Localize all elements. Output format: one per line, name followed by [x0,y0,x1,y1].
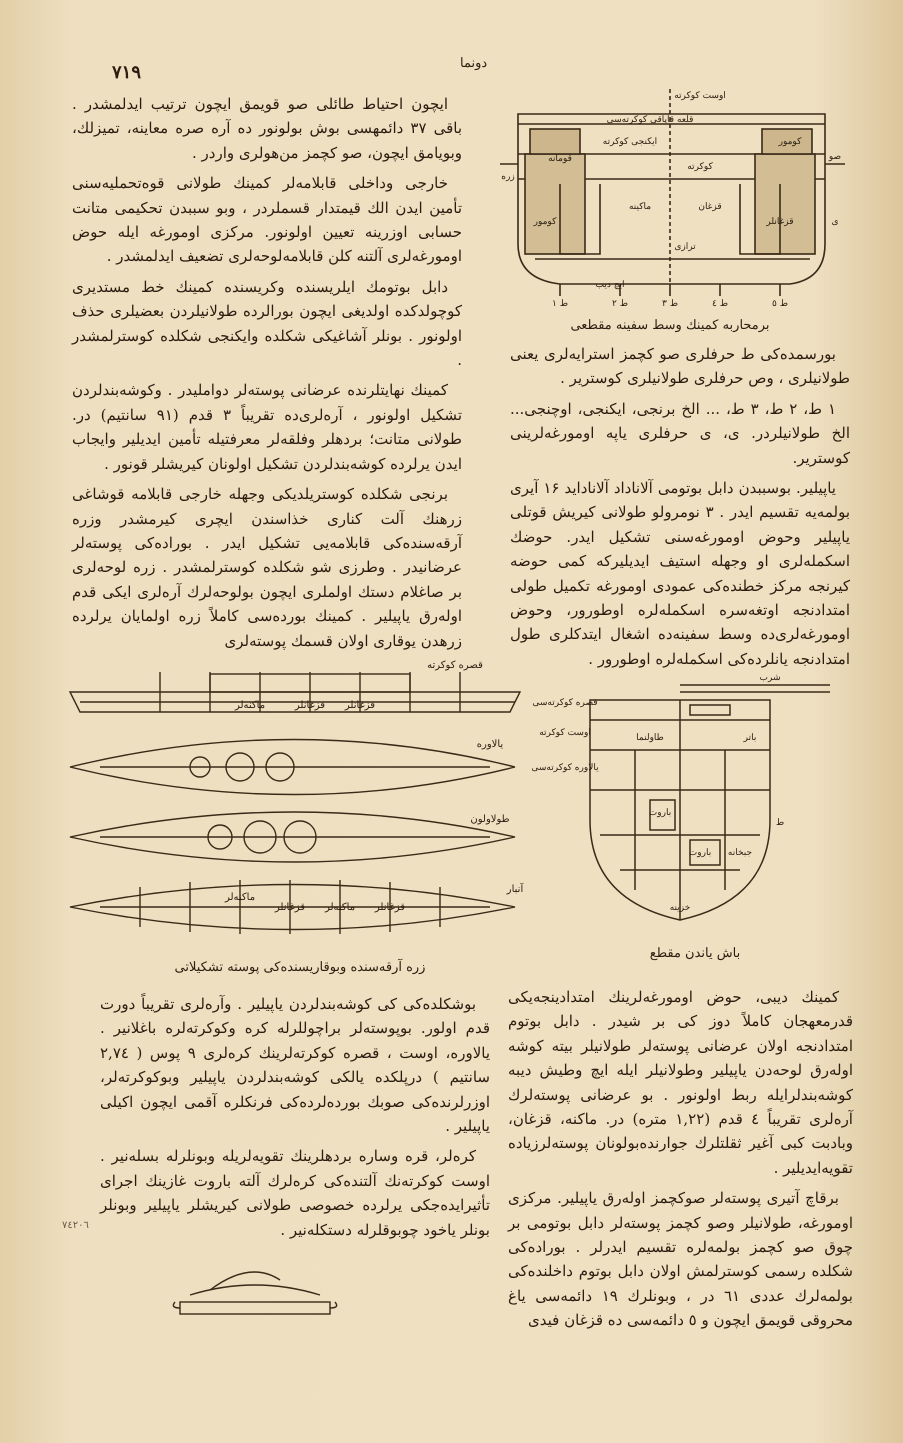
paragraph: یاپیلیر. بوسببدن دابل بوتومی آلاناداد آلاناداید ۱۶ آیری بولمه‌یه تقسیم ایدر . ۳ نومرولو طولانی کیریش قوتلی یاپیلیر وحوض اومورغه‌سنی تشکیل ایدر. حوضك اسکمله‌لری او وجهله استیف ایدیلیرکه کمی حوضه کیرنجه مرکز خطنده‌کی عمودی اومورغه تکمیل طولی امتدادنجه اوتغه‌سره اسکمله‌لره اوطورور، وحوض اومورغه‌لری‌ده وسط سفینه‌ده اشغال ایتدکلری طول امتدادنجه یانلرده‌کی اسکمله‌لره اوطورور . [510,479,850,668]
label-balance: ترازی [674,242,696,252]
label-stringer: ط [775,818,785,828]
head-section-drawing [531,660,840,940]
paragraph: دابل بوتومك ایلریسنده وکریسنده کمینك خط مستدیری کوچولدکده اولدیغی ایچون بورالرده طولانیلردن بعضیلری حذف اولونور . بونلر آشاغیکی شکلده وایکنجی شکلده کوسترلمشدر . [72,277,462,370]
paragraph: ایچون احتیاط طائلی صو قویمق ایچون ترتیب ایدلمشدر . باقی ۳۷ دائمهسی بوش بولونور ده آره صره معاینه، تمیزلك، وبویامق ایچون، صو کچمز من‌هولری واردر . [72,95,463,162]
label-stringer: ط ٤ [711,299,729,309]
label-cabins: طاولنما [636,733,664,743]
end-ornament [170,1250,340,1324]
running-head: دونما [460,56,488,71]
label-hold: آنبار [506,884,524,895]
label-engine: ماکینه [628,202,652,212]
label-upper-deck: اوست کوکرته [674,91,726,101]
caption-head-section: باش یاندن مقطع [649,946,741,961]
deck-plans-drawing [60,652,530,952]
label-boilers: قزغانلر [344,700,376,711]
label-engines: ماکنه‌لر [234,700,266,711]
label-quarterdeck: قصره کوکرته [427,660,483,671]
label-stringer: ط ٥ [771,299,789,309]
caption-midship: برمحاربه کمینك وسط سفینه مقطعی [570,318,770,333]
label-stringer: ط ٢ [611,299,629,309]
label-ye: ی [831,217,839,227]
page-number: ٧١٩ [112,62,142,83]
label-magazine: جبخانه [727,848,753,858]
label-powder: باروت [648,808,672,818]
paragraph: برقاچ آتیری پوسته‌لر صوکچمز اوله‌رق یاپیلیر. مرکزی اومورغه، طولانیلر وصو کچمز پوسته‌لر دابل بوتومی بر چوق صو کچمز بولمه‌لره تقسیم ایدرلر . بوراده‌کی شکلده رسمی کوسترلمش اولان دابل بوتوم داخلنده‌کی بولمه‌لرك عددی ٦۱ در ، وبونلرك ۱۹ دائمه‌سی یاغ محروقی قویمق ایچون و ٥ دائمه‌سی ده قزغان فیدی [508,1189,853,1330]
label-stringer: ط ١ [551,299,569,309]
paragraph: خارجی وداخلی قابلامه‌لر کمینك طولانی قوه‌تحملیه‌سنی تأمین ایدن الك قیمتدار قسملردر ، وبو سببدن تحکیمی متانت حسابی اوزرینه تعیین اولونور. مرکزی اومورغه ایله حوض اومورغه‌لری آلتنه کلن قابلامه‌لوحه‌لری تضعیف ایدلمشدر . [72,174,462,266]
paragraph: بوشکلده‌کی کی کوشه‌بندلردن یاپیلیر . وآره‌لری تقریباً دورت قدم اولور. بوپوسته‌لر براچوللرله کره وکوکرته‌لره باغلانیر . یالاوره، اوست ، قصره کوکرته‌لرینك کره‌لری ۹ پوس ( ۲,۷٤ سانتیم ) درپلکده یالکی کوشه‌بندلردن یاپیلیر وبوکوکرته‌لر، اوزرلرنده‌کی صوبك بورده‌لرده‌کی فرنکلره آقمی ایچون اکیلی یاپیلیر . [100,995,491,1136]
label-stringer-level: طولاولون [470,814,510,825]
library-stamp: ٧٤٢٠٦ [62,1220,89,1231]
paragraph: ۱ ط، ۲ ط، ۳ ط، ... الخ برنجی، ایکنجی، اوچنجی... الخ طولانیلردر. ی، ی حرفلری یاپه اومورغه‌لرینی کوستریر. [510,399,850,467]
deck-plans-figure [60,652,530,956]
label-engines: ماکنه‌لر [324,902,356,913]
label-bowsprit: شرب [759,673,781,683]
label-baton: باتر [743,733,757,743]
paragraph: کمینك نهایتلرنده عرضانی پوسته‌لر دوامليدر . وکوشه‌بندلردن تشکیل اولونور ، آره‌لری‌ده تقریباً ۳ قدم (۹۱ سانتیم) در. طولانی متانت؛ بردهلر وفلقه‌لر معرفتیله تأمین ایدیلیر وایجاب ایدن یرلرده کوشه‌بندلردن تشکیل اولونان کیریشلر قونور . [72,381,462,473]
label-boilers: قزغانلر [766,217,794,227]
label-upper-deck: اوست کوکرته [539,728,591,738]
label-water: صو [828,152,842,162]
label-orlop: یالاوره [476,739,504,750]
label-inner-bottom: ایچ دیب [595,280,625,290]
label-powder: باروت [688,848,712,858]
label-boilers: قزغانلر [294,700,326,711]
midship-section-drawing [500,84,845,314]
caption-deck-plans: زره آرقه‌سنده وبوقاریسنده‌کی پوسته تشکیلاتی [174,960,426,975]
paragraph: بورسمده‌کی ط حرفلری صو کچمز استرایه‌لری یعنی طولانیلری ، وص حرفلری طولانیلری کوستریر . [510,345,850,388]
text-column-top-right [510,342,850,677]
label-coal: کومور [533,217,557,227]
label-second-deck: ایکنجی کوکرته [602,137,658,147]
label-boilers: قزغانلر [274,902,306,913]
label-armor: زره [501,172,515,182]
text-column-bottom-right [508,985,853,1339]
label-treasury: خزینه [669,903,691,913]
label-stores: قومانه [548,154,572,164]
label-boilers: قزغانلر [374,902,406,913]
label-deck: کوکرته [687,162,713,172]
text-column-top-left [72,92,462,659]
label-stringer: ط ٣ [661,299,679,309]
label-orlop-deck: یالاوره کوکرته‌سی [531,763,599,773]
label-engines: ماکنه‌لر [224,892,256,903]
midship-section-figure [500,84,845,318]
label-quarterdeck: قصره کوکرته‌سی [532,698,598,708]
ship-ornament-drawing [170,1250,340,1320]
text-column-bottom-left [100,992,490,1248]
label-coal: کومور [778,137,802,147]
label-boiler: قزغان [698,202,722,212]
paragraph: کمینك دیبی، حوض اومورغه‌لرینك امتدادینجه‌یکی قدرمعهجان کاملاً دوز کی بر شیدر . دابل بوتوم امتدادنجه اولان عرضانی پوسته‌لر طولانیلر بیته کوشه اوله‌رق لوحه‌دن یاپیلیر وطولانیلر ایله ایچ وطیش دیبه کوشه‌بندلرایله ربط اولونور . بو عرضانی پوسته‌لرك آره‌لری تقریباً ٤ قدم (۱,۲۲ متره) در. ماکنه، قزغان، وبادبت کبی آغیر ثقلتلرك جوارنده‌بولونان پوسته‌لرزیاده تقویه‌ایدیلیر . [508,988,853,1177]
head-section-figure [531,660,840,944]
paragraph: کره‌لر، قره وساره بردهلرینك تقویه‌لریله وبونلرله بسله‌نیر . اوست کوکرته‌نك آلتنده‌کی کره‌لرك آلته باروت غازینك اجرای تأثیرایده‌جکی یرلرده خصوصی طولانی کیریشلر یاپیلیر وبونلر بونلر یاخود چوبوقلرله دستکله‌نیر . [100,1147,490,1239]
label-castle-deck: قلعه قاپاقی کوکرته‌سی [606,115,694,125]
paragraph: برنجی شکلده کوستریلدیکی وجهله خارجی قابلامه قوشاغی زرهنك آلت کناری خذاسندن ایچری کیرمشدر وزره آرقه‌سنده‌کی قابلامه‌یی تشکیل ایدر . بوراده‌کی پوسته‌لر عرضانیدر . وطرزی شو شکلده کوسترلمشدر . زره لوحه‌لری بر صاغلام دستك اولملری ایچون بولوحه‌لرك آره‌لری ایکی قدم اوله‌رق یاپیلیر . کمینك بورده‌سی کاملاً زره اولمایان یرلرده زرهدن یوقاری اولان قسمك پوسته‌لری [72,485,462,650]
